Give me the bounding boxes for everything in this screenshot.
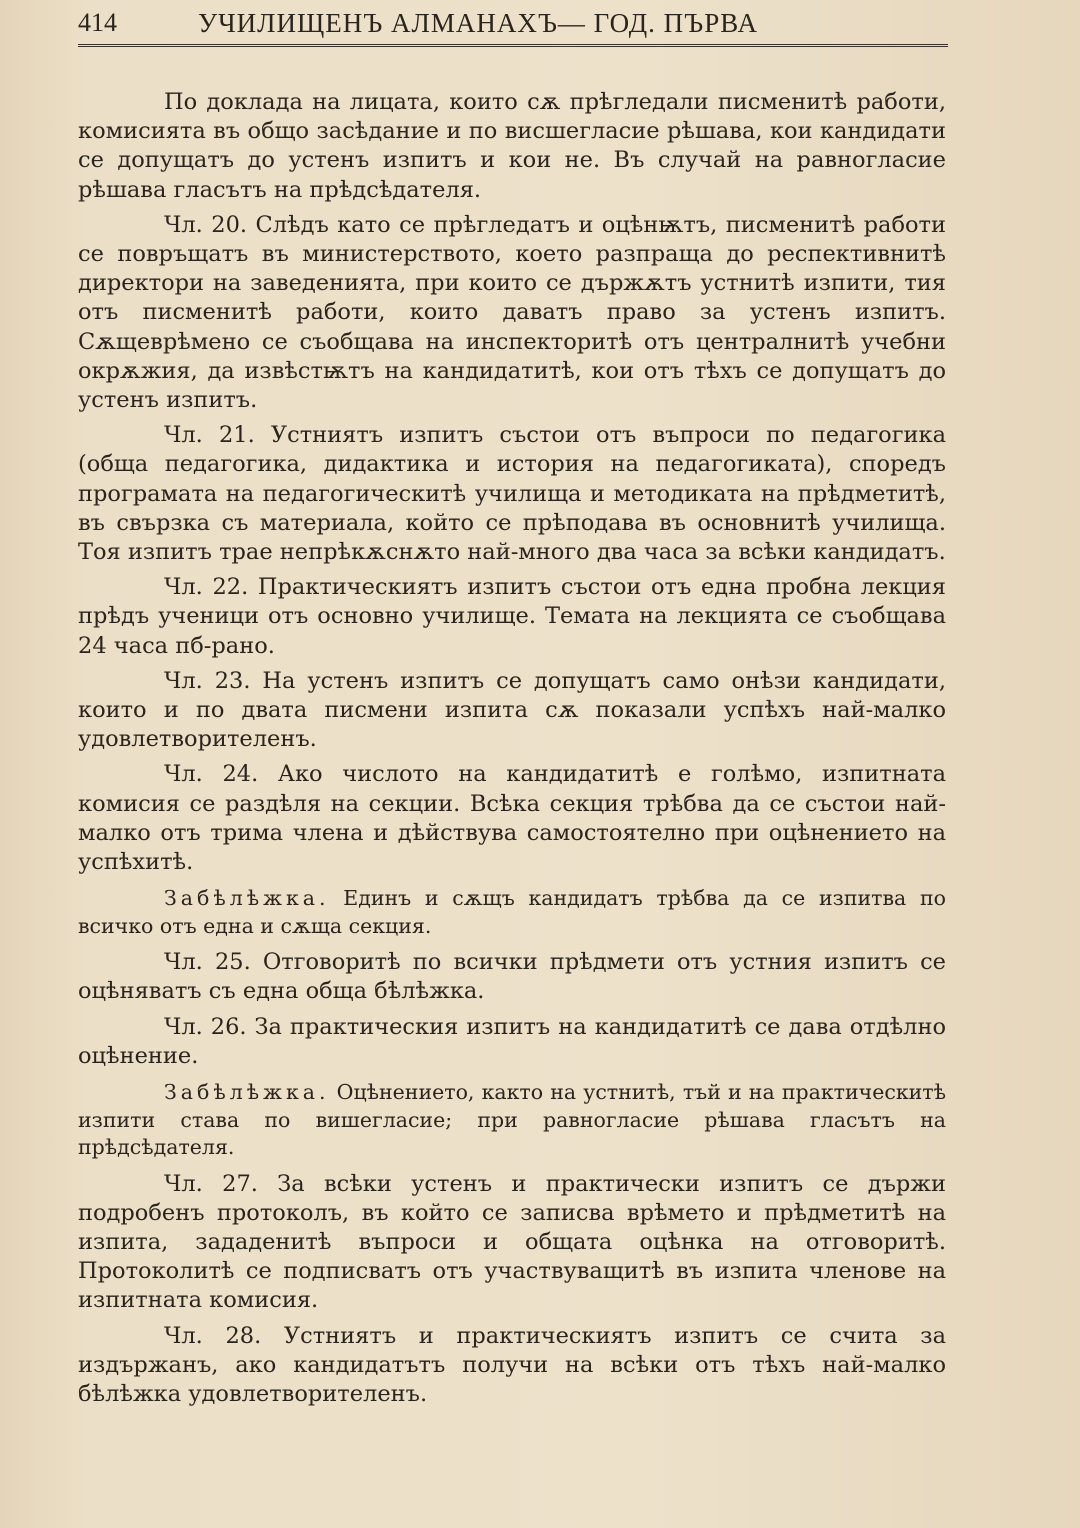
paragraph xyxy=(78,760,946,877)
paragraph-text: По доклада на лицата, които сѫ прѣгледали писменитѣ работи, комисията въ общо засѣдание и по висшегласие рѣшава, кои кандидати се допущатъ до устенъ изпитъ и кои не. Въ случай на равногласие рѣшава гласътъ на прѣдсѣдателя. xyxy=(78,89,946,203)
paragraph xyxy=(78,88,946,205)
paragraph xyxy=(78,1013,946,1071)
note-lead: Забѣлѣжка. xyxy=(164,1080,330,1105)
paragraph-text: Чл. 26. За практическия изпитъ на кандидатитѣ се дава отдѣлно оцѣнение. xyxy=(78,1013,946,1069)
paragraph-text: Чл. 21. Устниятъ изпитъ състои отъ въпроси по педагогика (обща педагогика, дидактика и история на педагогиката), споредъ програмата на педагогическитѣ училища и методиката на прѣдметитѣ, въ свързка съ материала, който се прѣподава въ основнитѣ училища. Тоя изпитъ трае непрѣкѫснѫто най-много два часа за всѣки кандидатъ. xyxy=(78,422,946,566)
paragraph-text: Чл. 25. Отговоритѣ по всички прѣдмети отъ устния изпитъ се оцѣняватъ съ една обща бѣлѣжка. xyxy=(78,949,946,1005)
paragraph xyxy=(78,211,946,415)
paragraph-text: Чл. 20. Слѣдъ като се прѣгледатъ и оцѣнѭтъ, писменитѣ работи се повръщатъ въ министерството, което разпраща до респективнитѣ директори на заведенията, при които се държѫтъ устнитѣ изпити, тия отъ писменитѣ работи, които даватъ право за устенъ изпитъ. Сѫщеврѣмено се съобщава на инспекторитѣ отъ централнитѣ учебни окрѫжия, да извѣстѭтъ на кандидатитѣ, кои отъ тѣхъ се допущатъ до устенъ изпитъ. xyxy=(78,211,946,414)
note-paragraph xyxy=(78,1079,946,1162)
page-header xyxy=(78,4,948,42)
page-number: 414 xyxy=(78,8,117,37)
paragraph-text: Чл. 24. Ако числото на кандидатитѣ е голѣмо, изпитната комисия се раздѣля на секции. Всѣка секция трѣбва да се състои най-малко отъ трима члена и дѣйствува самостоятелно при оцѣнението на успѣхитѣ. xyxy=(78,761,946,876)
paragraph xyxy=(78,1170,946,1316)
paragraph-text: Чл. 23. На устенъ изпитъ се допущатъ само онѣзи кандидати, които и по двата писмени изпита сѫ показали успѣхъ най-малко удовлетворителенъ. xyxy=(78,667,946,753)
paragraph xyxy=(78,1322,946,1410)
paragraph-text: Чл. 22. Практическиятъ изпитъ състои отъ една пробна лекция прѣдъ ученици отъ основно училище. Темата на лекцията се съобщава 24 часа пб-рано. xyxy=(78,574,946,659)
page-body xyxy=(78,88,946,1415)
note-lead: Забѣлѣжка. xyxy=(164,886,330,911)
note-paragraph xyxy=(78,885,946,940)
paragraph xyxy=(78,948,946,1006)
header-rule xyxy=(78,44,948,50)
paragraph-text: Единъ и сѫщъ кандидатъ трѣбва да се изпитва по всичко отъ една и сѫща секция. xyxy=(78,886,946,938)
paragraph-text: Оцѣнението, както на устнитѣ, тъй и на практическитѣ изпити става по вишегласие; при равногласие рѣшава гласътъ на прѣдсѣдателя. xyxy=(78,1080,946,1160)
paragraph xyxy=(78,421,946,567)
paragraph xyxy=(78,667,946,755)
paragraph-text: Чл. 28. Устниятъ и практическиятъ изпитъ се счита за издържанъ, ако кандидатътъ получи на всѣки отъ тѣхъ най-малко бѣлѣжка удовлетворителенъ. xyxy=(78,1322,946,1408)
running-title: УЧИЛИЩЕНЪ АЛМАНАХЪ— ГОД. ПЪРВА xyxy=(198,7,759,38)
paragraph-text: Чл. 27. За всѣки устенъ и практически изпитъ се държи подробенъ протоколъ, въ който се записва врѣмето и прѣдметитѣ на изпита, зададенитѣ въпроси и общата оцѣнка на отговоритѣ. Протоколитѣ се подписватъ отъ участвуващитѣ въ изпита членове на изпитната комисия. xyxy=(78,1170,946,1314)
paragraph xyxy=(78,573,946,661)
